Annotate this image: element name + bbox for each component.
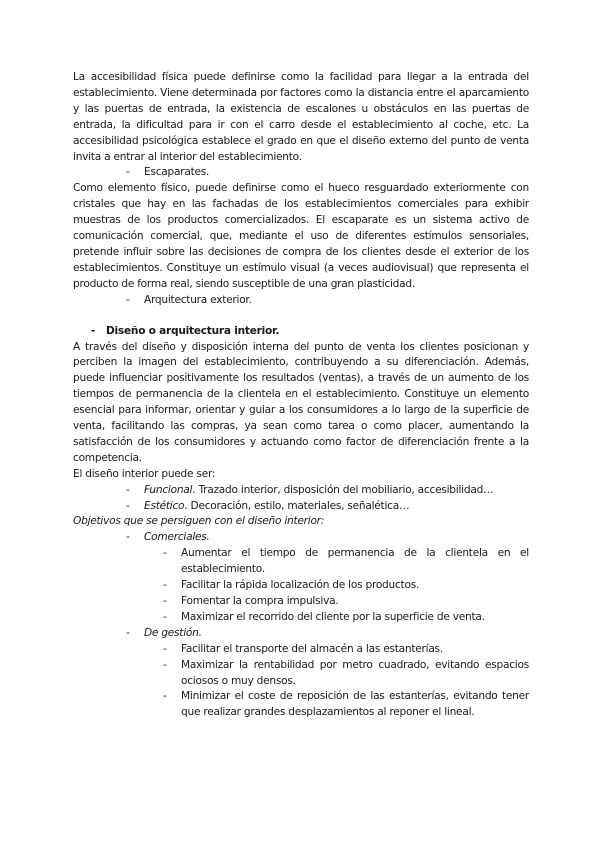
objetivos-gestion-label: De gestión.	[144, 626, 202, 639]
bullet-dash: -	[126, 531, 130, 544]
list-item	[73, 689, 529, 721]
bullet-dash: -	[163, 579, 167, 592]
section-heading-text: Diseño o arquitectura interior.	[106, 324, 280, 337]
bullet-dash: -	[163, 658, 167, 671]
list-item	[73, 530, 529, 546]
objetivo-item: Minimizar el coste de reposición de las estanterías, evitando tener que realizar grandes desplazamientos al reponer el lineal.	[181, 690, 529, 719]
list-item	[73, 658, 529, 690]
paragraph-spacer	[73, 309, 529, 324]
tipo-term: Estético	[144, 499, 185, 512]
bullet-dash: -	[163, 547, 167, 560]
list-item	[73, 483, 529, 499]
list-item	[73, 499, 529, 515]
objetivo-item: Facilitar el transporte del almacén a las estanterías.	[181, 642, 443, 655]
list-item	[73, 626, 529, 642]
list-item	[73, 594, 529, 610]
objetivo-item: Maximizar la rentabilidad por metro cuadrado, evitando espacios ociosos o muy densos.	[181, 658, 529, 687]
objetivo-item: Aumentar el tiempo de permanencia de la clientela en el establecimiento.	[181, 547, 529, 576]
objetivos-comerciales-label: Comerciales.	[144, 531, 210, 544]
objetivo-item: Facilitar la rápida localización de los productos.	[181, 579, 420, 592]
bullet-dash: -	[126, 499, 130, 512]
list-item	[73, 293, 529, 309]
list-item	[73, 642, 529, 658]
escaparates-paragraph: Como elemento físico, puede definirse como el hueco resguardado exteriormente con cristales que hay en las fachadas de los establecimientos comerciales para exhibir muestras de los productos comercializados. El escaparate es un sistema activo de comunicación comercial, que, mediante el uso de diferentes estímulos sensoriales, pretende influir sobre las decisiones de compra de los clientes desde el exterior de los establecimientos. Constituye un estímulo visual (a veces audiovisual) que representa el producto de forma real, siendo susceptible de una gran plasticidad.	[73, 182, 529, 290]
bullet-arquitectura-exterior: Arquitectura exterior.	[144, 293, 252, 306]
objetivo-item: Maximizar el recorrido del cliente por la superficie de venta.	[181, 610, 485, 623]
bullet-dash: -	[126, 166, 130, 179]
tipo-text: . Decoración, estilo, materiales, señalética…	[184, 499, 410, 512]
list-item	[73, 165, 529, 181]
tipos-intro: El diseño interior puede ser:	[73, 467, 216, 480]
intro-paragraph: La accesibilidad física puede definirse como la facilidad para llegar a la entrada del establecimiento. Viene determinada por factores como la distancia entre el aparcamiento y las puertas de entrada, la existencia de escalones u obstáculos en las puertas de entrada, la dificultad para ir con el carro desde el establecimiento al coche, etc. La accesibilidad psicológica establece el grado en que el diseño externo del punto de venta invita a entrar al interior del establecimiento.	[73, 71, 529, 163]
tipo-term: Funcional	[144, 483, 193, 496]
objetivos-intro: Objetivos que se persiguen con el diseño interior:	[73, 515, 325, 528]
list-item	[73, 578, 529, 594]
bullet-dash: -	[163, 610, 167, 623]
document-body	[73, 70, 529, 721]
tipo-text: . Trazado interior, disposición del mobiliario, accesibilidad…	[192, 483, 494, 496]
bullet-escaparates: Escaparates.	[144, 166, 210, 179]
list-item	[73, 546, 529, 578]
bullet-dash: -	[163, 595, 167, 607]
objetivo-item: Fomentar la compra impulsiva.	[181, 595, 339, 607]
bullet-dash: -	[163, 690, 167, 703]
bullet-dash: -	[163, 642, 167, 655]
bullet-dash: -	[126, 483, 130, 496]
interior-paragraph: A través del diseño y disposición interna del punto de venta los clientes posicionan y perciben la imagen del establecimiento, contribuyendo a su diferenciación. Además, puede influenciar positivamente los resultados (ventas), a través de un aumento de los tiempos de permanencia de la clientela en el establecimiento. Constituye un elemento esencial para informar, orientar y guiar a los consumidores a lo largo de la superficie de venta, facilitando las compras, ya sean como tarea o como placer, aumentando la satisfacción de los consumidores y actuando como factor de diferenciación frente a la competencia.	[73, 340, 529, 464]
bullet-dash: -	[91, 324, 96, 337]
list-item	[73, 610, 529, 626]
bullet-dash: -	[126, 293, 130, 306]
bullet-dash: -	[126, 626, 130, 639]
section-heading	[73, 324, 529, 340]
